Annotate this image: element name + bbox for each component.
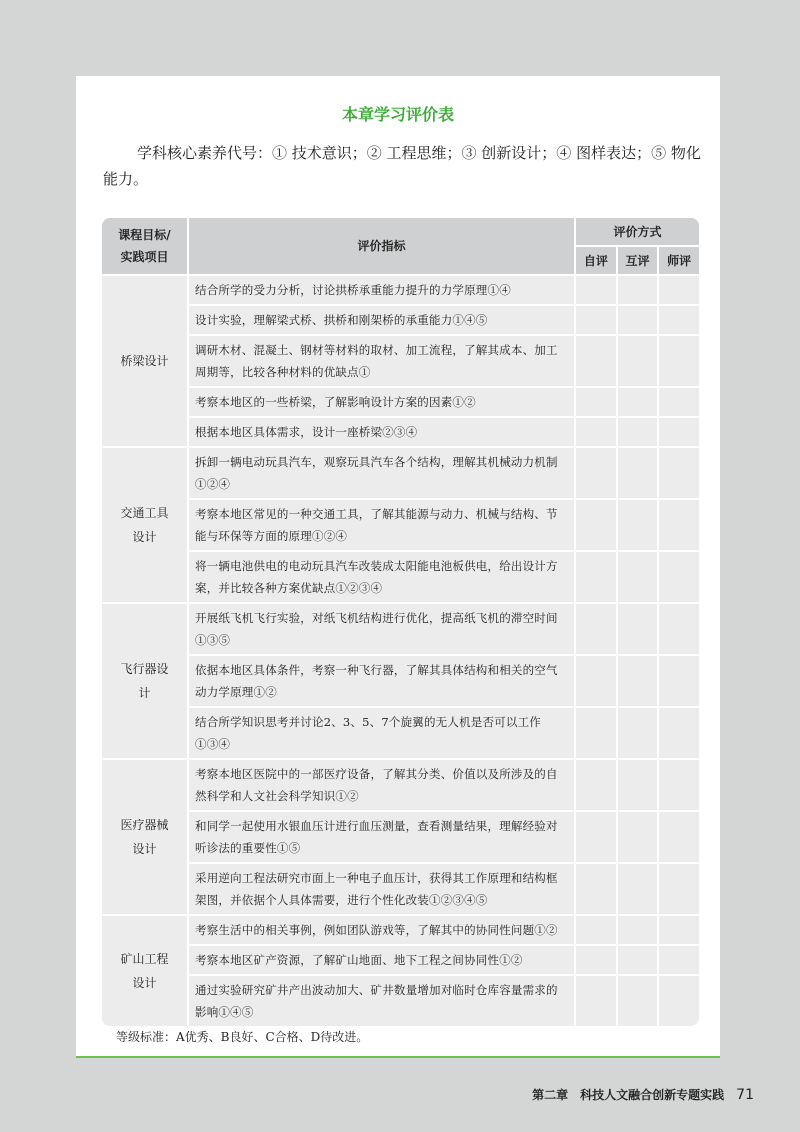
self-score-cell[interactable] (576, 552, 616, 602)
table-row (189, 760, 699, 810)
table-header (102, 218, 699, 274)
indicator-text: 结合所学的受力分析，讨论拱桥承重能力提升的力学原理①④ (189, 276, 576, 304)
self-score-cell[interactable] (576, 864, 616, 914)
indicator-text: 拆卸一辆电动玩具汽车，观察玩具汽车各个结构，理解其机械动力机制①②④ (189, 448, 576, 498)
page-footer (532, 1086, 754, 1103)
indicator-text: 设计实验，理解梁式桥、拱桥和刚架桥的承重能力①④⑤ (189, 306, 576, 334)
indicator-text: 考察本地区医院中的一部医疗设备，了解其分类、价值以及所涉及的自然科学和人文社会科学知识①② (189, 760, 576, 810)
indicator-text: 将一辆电池供电的电动玩具汽车改装成太阳能电池板供电，给出设计方案，并比较各种方案优缺点①②③④ (189, 552, 576, 602)
peer-score-cell[interactable] (616, 500, 658, 550)
indicator-text: 通过实验研究矿井产出波动加大、矿井数量增加对临时仓库容量需求的影响①④⑤ (189, 976, 576, 1026)
table-group (102, 274, 699, 446)
self-score-cell[interactable] (576, 388, 616, 416)
teacher-score-cell[interactable] (657, 864, 699, 914)
teacher-score-cell[interactable] (657, 760, 699, 810)
table-row (189, 604, 699, 654)
self-score-cell[interactable] (576, 336, 616, 386)
self-score-cell[interactable] (576, 276, 616, 304)
grading-footnote: 等级标准：A优秀、B良好、C合格、D待改进。 (116, 1030, 369, 1044)
teacher-score-cell[interactable] (657, 388, 699, 416)
header-index: 评价指标 (189, 218, 576, 274)
table-row (189, 386, 699, 416)
indicator-text: 结合所学知识思考并讨论2、3、5、7个旋翼的无人机是否可以工作①③④ (189, 708, 576, 758)
footer-book-title: 科技人文融合创新专题实践 (580, 1088, 725, 1102)
table-row (189, 944, 699, 974)
peer-score-cell[interactable] (616, 306, 658, 334)
self-score-cell[interactable] (576, 812, 616, 862)
table-row (189, 706, 699, 758)
self-score-cell[interactable] (576, 976, 616, 1026)
table-group (102, 914, 699, 1026)
indicator-text: 和同学一起使用水银血压计进行血压测量，查看测量结果，理解经验对听诊法的重要性①⑤ (189, 812, 576, 862)
peer-score-cell[interactable] (616, 946, 658, 974)
teacher-score-cell[interactable] (657, 708, 699, 758)
table-body (102, 274, 699, 1026)
header-method-title: 评价方式 (576, 218, 699, 247)
peer-score-cell[interactable] (616, 336, 658, 386)
peer-score-cell[interactable] (616, 916, 658, 944)
header-self: 自评 (583, 254, 608, 268)
page-number: 71 (736, 1087, 754, 1103)
peer-score-cell[interactable] (616, 976, 658, 1026)
header-goal: 课程目标/实践项目 (102, 218, 189, 274)
peer-score-cell[interactable] (616, 864, 658, 914)
self-score-cell[interactable] (576, 916, 616, 944)
self-score-cell[interactable] (576, 604, 616, 654)
indicator-text: 依据本地区具体条件，考察一种飞行器，了解其具体结构和相关的空气动力学原理①② (189, 656, 576, 706)
teacher-score-cell[interactable] (657, 500, 699, 550)
table-row (189, 654, 699, 706)
teacher-score-cell[interactable] (657, 656, 699, 706)
peer-score-cell[interactable] (616, 760, 658, 810)
indicator-text: 考察本地区的一些桥梁，了解影响设计方案的因素①② (189, 388, 576, 416)
indicator-text: 采用逆向工程法研究市面上一种电子血压计，获得其工作原理和结构框架图，并依据个人具体需要，进行个性化改装①②③④⑤ (189, 864, 576, 914)
indicator-text: 开展纸飞机飞行实验，对纸飞机结构进行优化，提高纸飞机的滞空时间①③⑤ (189, 604, 576, 654)
teacher-score-cell[interactable] (657, 552, 699, 602)
table-group (102, 446, 699, 602)
self-score-cell[interactable] (576, 946, 616, 974)
header-method (576, 218, 699, 274)
self-score-cell[interactable] (576, 760, 616, 810)
page-title: 本章学习评价表 (341, 105, 454, 124)
header-teacher: 师评 (657, 247, 699, 274)
peer-score-cell[interactable] (616, 812, 658, 862)
indicator-text: 根据本地区具体需求，设计一座桥梁②③④ (189, 418, 576, 446)
peer-score-cell[interactable] (616, 276, 658, 304)
project-label: 桥梁设计 (102, 276, 189, 446)
project-label: 矿山工程设计 (102, 916, 189, 1026)
teacher-score-cell[interactable] (657, 336, 699, 386)
table-group (102, 758, 699, 914)
table-row (189, 810, 699, 862)
evaluation-table (102, 218, 699, 1026)
project-label: 交通工具设计 (102, 448, 189, 602)
indicator-text: 考察本地区矿产资源，了解矿山地面、地下工程之间协同性①② (189, 946, 576, 974)
project-label: 飞行器设计 (102, 604, 189, 758)
teacher-score-cell[interactable] (657, 976, 699, 1026)
footer-chapter: 第二章 (532, 1088, 569, 1102)
self-score-cell[interactable] (576, 306, 616, 334)
table-row (189, 916, 699, 944)
table-row (189, 862, 699, 914)
project-label: 医疗器械设计 (102, 760, 189, 914)
page-card (76, 76, 720, 1058)
teacher-score-cell[interactable] (657, 448, 699, 498)
indicator-text: 考察本地区常见的一种交通工具，了解其能源与动力、机械与结构、节能与环保等方面的原理①②④ (189, 500, 576, 550)
core-literacy-legend: 学科核心素养代号：① 技术意识；② 工程思维；③ 创新设计；④ 图样表达；⑤ 物化能力。 (103, 144, 701, 188)
self-score-cell[interactable] (576, 500, 616, 550)
peer-score-cell[interactable] (616, 448, 658, 498)
peer-score-cell[interactable] (616, 418, 658, 446)
teacher-score-cell[interactable] (657, 946, 699, 974)
teacher-score-cell[interactable] (657, 306, 699, 334)
teacher-score-cell[interactable] (657, 812, 699, 862)
peer-score-cell[interactable] (616, 656, 658, 706)
indicator-text: 调研木材、混凝土、钢材等材料的取材、加工流程，了解其成本、加工周期等，比较各种材料的优缺点① (189, 336, 576, 386)
table-row (189, 974, 699, 1026)
peer-score-cell[interactable] (616, 604, 658, 654)
table-row (189, 276, 699, 304)
peer-score-cell[interactable] (616, 388, 658, 416)
table-row (189, 498, 699, 550)
self-score-cell[interactable] (576, 448, 616, 498)
self-score-cell[interactable] (576, 418, 616, 446)
teacher-score-cell[interactable] (657, 276, 699, 304)
indicator-text: 考察生活中的相关事例，例如团队游戏等，了解其中的协同性问题①② (189, 916, 576, 944)
peer-score-cell[interactable] (616, 708, 658, 758)
table-row (189, 448, 699, 498)
teacher-score-cell[interactable] (657, 916, 699, 944)
self-score-cell[interactable] (576, 708, 616, 758)
header-peer: 互评 (616, 247, 658, 274)
table-row (189, 416, 699, 446)
table-row (189, 304, 699, 334)
self-score-cell[interactable] (576, 656, 616, 706)
teacher-score-cell[interactable] (657, 604, 699, 654)
table-group (102, 602, 699, 758)
teacher-score-cell[interactable] (657, 418, 699, 446)
table-row (189, 334, 699, 386)
table-row (189, 550, 699, 602)
peer-score-cell[interactable] (616, 552, 658, 602)
